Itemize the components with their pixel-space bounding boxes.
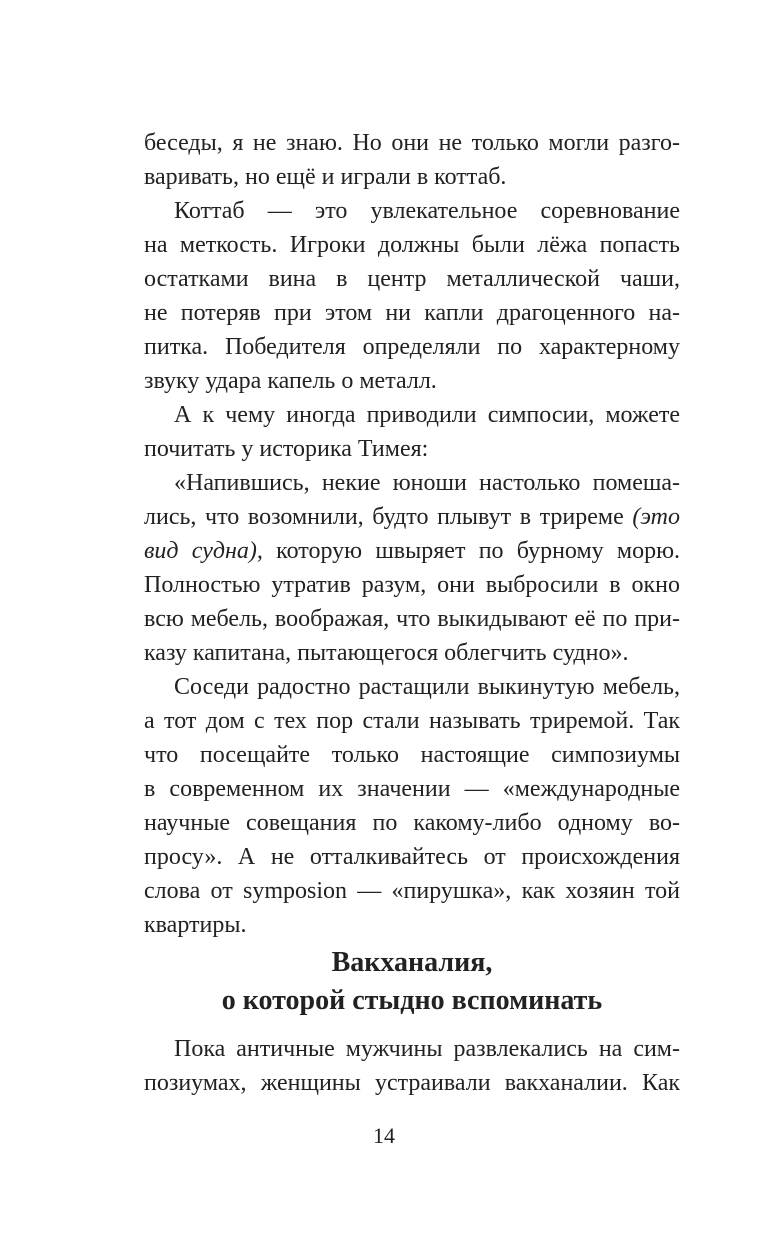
- text-line: а тот дом с тех пор стали называть триремой. Так: [144, 708, 680, 734]
- text-line: Коттаб — это увлекательное соревнование: [174, 198, 680, 224]
- italic-fragment: вид судна),: [144, 538, 263, 564]
- section-heading: [144, 944, 680, 1020]
- text-line: что посещайте только настоящие симпозиумы: [144, 742, 680, 768]
- text-fragment: лись, что возомнили, будто плывут в триреме: [144, 504, 624, 530]
- text-line: [144, 534, 680, 568]
- text-line: остатками вина в центр металлической чаши,: [144, 266, 680, 292]
- main-text-block: [144, 126, 680, 942]
- text-line: питка. Победителя определяли по характерному: [144, 334, 680, 360]
- text-line: Пока античные мужчины развлекались на сим-: [174, 1036, 680, 1062]
- text-line: [144, 500, 680, 534]
- text-line: позиумах, женщины устраивали вакханалии. Как: [144, 1070, 680, 1096]
- text-line: слова от symposion — «пирушка», как хозяин той: [144, 878, 680, 904]
- text-line: всю мебель, воображая, что выкидывают её по при-: [144, 606, 680, 632]
- text-line: А к чему иногда приводили симпосии, можете: [174, 402, 680, 428]
- text-line: на меткость. Игроки должны были лёжа попасть: [144, 232, 680, 258]
- heading-line: о которой стыдно вспоминать: [221, 985, 603, 1016]
- text-line: квартиры.: [144, 912, 247, 938]
- text-line: «Напившись, некие юноши настолько помеша-: [174, 470, 680, 496]
- text-line: просу». А не отталкивайтесь от происхождения: [144, 844, 680, 870]
- text-line: не потеряв при этом ни капли драгоценного на-: [144, 300, 680, 326]
- heading-line: Вакханалия,: [331, 947, 493, 978]
- text-line: в современном их значении — «международные: [144, 776, 680, 802]
- text-line: беседы, я не знаю. Но они не только могли разго-: [144, 130, 680, 156]
- section-text-block: [144, 1032, 680, 1100]
- page-number: 14: [373, 1123, 395, 1148]
- italic-fragment: (это: [632, 504, 681, 530]
- text-line: Полностью утратив разум, они выбросили в окно: [144, 572, 680, 598]
- text-line: казу капитана, пытающегося облегчить судно».: [144, 640, 629, 666]
- text-fragment: которую швыряет по бурному морю.: [276, 538, 681, 564]
- text-line: почитать у историка Тимея:: [144, 436, 429, 462]
- text-line: варивать, но ещё и играли в коттаб.: [144, 164, 507, 190]
- text-line: Соседи радостно растащили выкинутую мебель,: [174, 674, 680, 700]
- text-line: научные совещания по какому-либо одному во-: [144, 810, 680, 836]
- text-line: звуку удара капель о металл.: [144, 368, 437, 394]
